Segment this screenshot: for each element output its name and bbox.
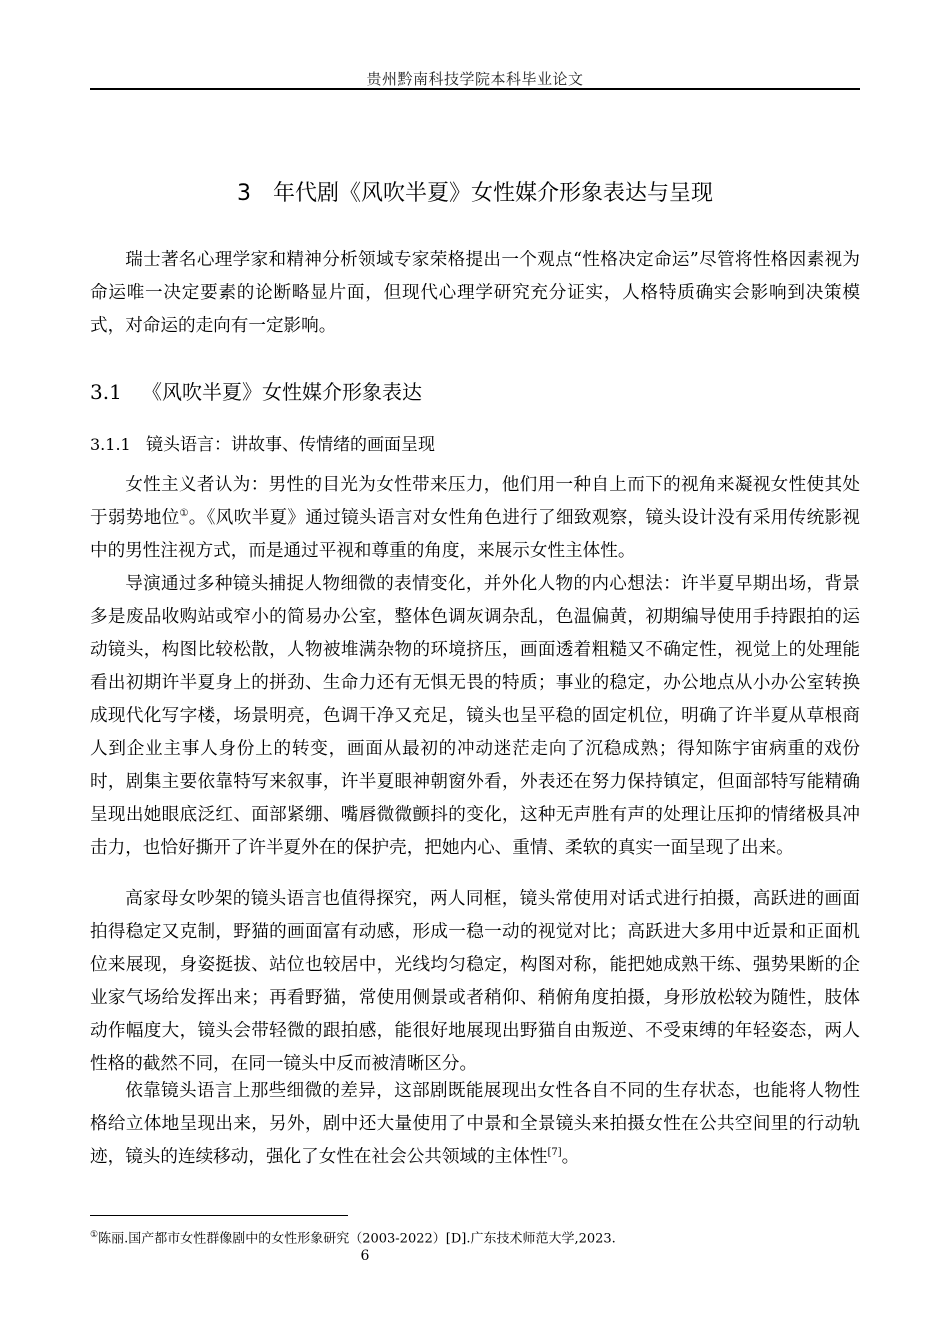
subsection-heading: [90, 430, 435, 455]
body-paragraph-2: 导演通过多种镜头捕捉人物细微的表情变化，并外化人物的内心想法：许半夏早期出场，背景多是废品收购站或窄小的简易办公室，整体色调灰调杂乱，色温偏黄，初期编导使用手持跟拍的运动镜头，构图比较松散，人物被堆满杂物的环境挤压，画面透着粗糙又不确定性，视觉上的处理能看出初期许半夏身上的拼劲、生命力还有无惧无畏的特质；事业的稳定，办公地点从小办公室转换成现代化写字楼，场景明亮，色调干净又充足，镜头也呈平稳的固定机位，明确了许半夏从草根商人到企业主事人身份上的转变，画面从最初的冲动迷茫走向了沉稳成熟；得知陈宇宙病重的戏份时，剧集主要依靠特写来叙事，许半夏眼神朝窗外看，外表还在努力保持镇定，但面部特写能精确呈现出她眼底泛红、面部紧绷、嘴唇微微颤抖的变化，这种无声胜有声的处理让压抑的情绪极具冲击力，也恰好撕开了许半夏外在的保护壳，把她内心、重情、柔软的真实一面呈现了出来。: [90, 574, 860, 858]
subsection-number: 3.1.1: [90, 435, 131, 454]
paragraph-text: 。: [561, 1147, 580, 1167]
body-paragraph-3: 高家母女吵架的镜头语言也值得探究，两人同框，镜头常使用对话式进行拍摄，高跃进的画面拍得稳定又克制，野猫的画面富有动感，形成一稳一动的视觉对比；高跃进大多用中近景和正面机位来展现，身姿挺拔、站位也较居中，光线均匀稳定，构图对称，能把她成熟干练、强势果断的企业家气场给发挥出来；再看野猫，常使用侧景或者稍仰、稍俯角度拍摄，身形放松较为随性，肢体动作幅度大，镜头会带轻微的跟拍感，能很好地展现出野猫自由叛逆、不受束缚的年轻姿态，两人性格的截然不同，在同一镜头中反而被清晰区分。: [90, 889, 860, 1074]
subsection-title-text: 镜头语言：讲故事、传情绪的画面呈现: [146, 435, 435, 455]
page-number: 6: [360, 1248, 370, 1264]
footnote-ref[interactable]: ①: [179, 508, 189, 520]
chapter-title-text: 年代剧《风吹半夏》女性媒介形象表达与呈现: [272, 181, 713, 206]
chapter-title: [90, 176, 860, 207]
citation-ref[interactable]: [7]: [547, 1147, 562, 1159]
running-header: 贵州黔南科技学院本科毕业论文: [366, 70, 584, 88]
paragraph-text: 女性主义者认为：男性的目光为女性带来压力，他们用一种自上而下的视角来凝视女性使其处于弱势地位: [90, 475, 860, 528]
footnote-marker: ①: [90, 1230, 99, 1240]
paragraph-text: 。《风吹半夏》通过镜头语言对女性角色进行了细致观察，镜头设计没有采用传统影视中的男性注视方式，而是通过平视和尊重的角度，来展示女性主体性。: [90, 508, 860, 561]
body-paragraph-1: [90, 469, 860, 568]
footnote-text: 陈丽.国产都市女性群像剧中的女性形象研究（2003-2022）[D].广东技术师范大学,2023.: [98, 1231, 616, 1247]
chapter-number: 3: [236, 181, 251, 206]
section-heading: [90, 376, 422, 405]
intro-paragraph: 瑞士著名心理学家和精神分析领域专家荣格提出一个观点“性格决定命运”尽管将性格因素视为命运唯一决定要素的论断略显片面，但现代心理学研究充分证实，人格特质确实会影响到决策模式，对命运的走向有一定影响。: [90, 250, 860, 336]
section-title-text: 《风吹半夏》女性媒介形象表达: [142, 380, 422, 404]
footnote: [90, 1226, 860, 1248]
footnote-divider: [90, 1215, 348, 1216]
header-divider: [90, 88, 860, 90]
section-number: 3.1: [90, 380, 122, 404]
paragraph-text: 依靠镜头语言上那些细微的差异，这部剧既能展现出女性各自不同的生存状态，也能将人物性格给立体地呈现出来，另外，剧中还大量使用了中景和全景镜头来拍摄女性在公共空间里的行动轨迹，镜头的连续移动，强化了女性在社会公共领域的主体性: [90, 1081, 860, 1167]
body-paragraph-4: [90, 1075, 860, 1174]
